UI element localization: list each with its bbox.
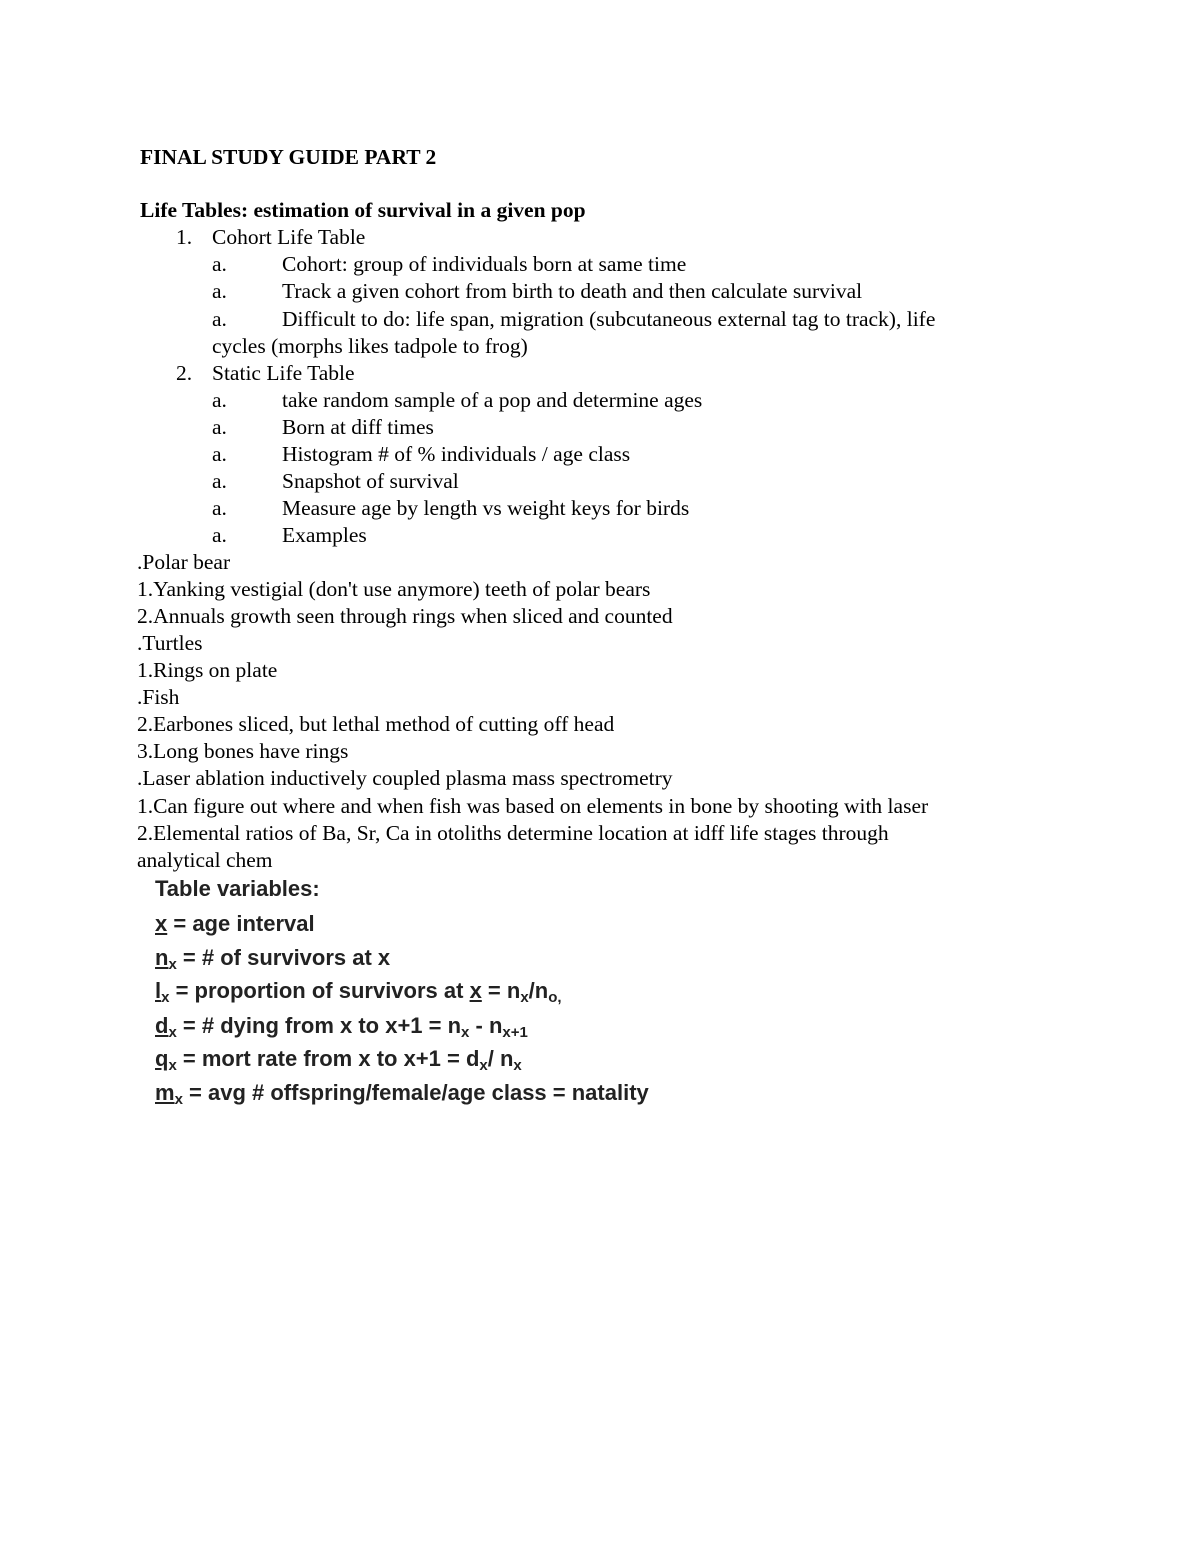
variable-subscript: x <box>168 1024 177 1041</box>
example-heading-polar-bear: .Polar bear <box>137 550 231 574</box>
example-line-continuation: analytical chem <box>137 848 273 872</box>
list-marker: a. <box>212 469 227 493</box>
formula-subscript: o, <box>548 989 562 1006</box>
list-item <box>212 468 459 495</box>
variable-symbol: x <box>155 911 168 936</box>
example-line: 1.Yanking vestigial (don't use anymore) teeth of polar bears <box>137 577 651 601</box>
list-item <box>212 441 630 468</box>
variable-definition: = # dying from x to x+1 = n <box>176 1013 462 1038</box>
list-number: 1. <box>176 225 193 249</box>
variable-definition: = proportion of survivors at <box>169 978 470 1003</box>
example-line: 2.Earbones sliced, but lethal method of cutting off head <box>137 712 615 736</box>
variable-subscript: x <box>174 1091 183 1108</box>
variable-symbol-letter: n <box>155 945 169 970</box>
list-item <box>212 495 689 522</box>
list-marker: a. <box>212 279 227 303</box>
variable-symbol <box>155 1013 177 1041</box>
list-marker: a. <box>212 496 227 520</box>
list-item-text: Difficult to do: life span, migration (subcutaneous external tag to track), life <box>282 307 936 331</box>
list-marker: a. <box>212 442 227 466</box>
example-heading-laser-ablation: .Laser ablation inductively coupled plasma mass spectrometry <box>137 766 673 790</box>
list-item-text: Examples <box>282 523 367 547</box>
variables-heading: Table variables: <box>155 876 320 901</box>
list-item-label: Cohort Life Table <box>212 225 366 249</box>
list-item-text: Cohort: group of individuals born at same time <box>282 252 687 276</box>
variable-mx <box>155 1080 649 1106</box>
formula-subscript: x <box>479 1057 488 1074</box>
variable-symbol <box>155 945 177 973</box>
variable-symbol <box>155 978 170 1006</box>
variable-symbol-letter: l <box>155 978 162 1003</box>
variable-nx <box>155 945 390 971</box>
list-marker: a. <box>212 415 227 439</box>
example-line: 1.Rings on plate <box>137 658 278 682</box>
list-marker: a. <box>212 252 227 276</box>
formula-part: / n <box>487 1046 514 1071</box>
formula-part: = n <box>481 978 521 1003</box>
example-heading-turtles: .Turtles <box>137 631 203 655</box>
variable-symbol <box>155 1046 177 1074</box>
variable-definition: = age interval <box>167 911 315 936</box>
variable-symbol-letter: d <box>155 1013 169 1038</box>
example-line: 1.Can figure out where and when fish was based on elements in bone by shooting with laser <box>137 794 929 818</box>
formula-part: /n <box>528 978 549 1003</box>
variable-symbol-letter: q <box>155 1046 169 1071</box>
formula-part: - n <box>469 1013 503 1038</box>
list-item-cohort <box>176 224 365 251</box>
list-item <box>212 387 702 414</box>
list-item-continuation: cycles (morphs likes tadpole to frog) <box>212 334 528 358</box>
list-item-text: Histogram # of % individuals / age class <box>282 442 631 466</box>
list-item <box>212 414 434 441</box>
example-line: 3.Long bones have rings <box>137 739 349 763</box>
variable-symbol-inline: x <box>469 978 482 1003</box>
list-item-text: Measure age by length vs weight keys for birds <box>282 496 690 520</box>
variable-subscript: x <box>168 956 177 973</box>
list-item-text: Track a given cohort from birth to death and then calculate survival <box>282 279 863 303</box>
variable-dx <box>155 1013 528 1039</box>
list-item-static <box>176 360 355 387</box>
example-line: 2.Elemental ratios of Ba, Sr, Ca in otoliths determine location at idff life stages through <box>137 821 889 845</box>
formula-subscript: x+1 <box>502 1024 528 1041</box>
list-marker: a. <box>212 307 227 331</box>
list-item-text: Born at diff times <box>282 415 434 439</box>
list-item-text: Snapshot of survival <box>282 469 459 493</box>
list-item <box>212 278 862 305</box>
list-marker: a. <box>212 388 227 412</box>
variable-definition: = mort rate from x to x+1 = d <box>176 1046 480 1071</box>
variable-definition: = avg # offspring/female/age class = natality <box>182 1080 649 1105</box>
list-marker: a. <box>212 523 227 547</box>
formula-subscript: x <box>513 1057 522 1074</box>
example-line: 2.Annuals growth seen through rings when sliced and counted <box>137 604 673 628</box>
variable-subscript: x <box>168 1057 177 1074</box>
variable-qx <box>155 1046 522 1072</box>
variable-symbol-letter: m <box>155 1080 175 1105</box>
list-item <box>212 522 367 549</box>
section-heading: Life Tables: estimation of survival in a given pop <box>140 198 586 222</box>
list-number: 2. <box>176 361 193 385</box>
list-item <box>212 251 686 278</box>
list-item <box>212 306 935 333</box>
variable-x <box>155 911 315 937</box>
list-item-label: Static Life Table <box>212 361 355 385</box>
variable-lx <box>155 978 562 1004</box>
page-title: FINAL STUDY GUIDE PART 2 <box>140 145 437 169</box>
formula-subscript: x <box>520 989 529 1006</box>
variable-subscript: x <box>161 989 170 1006</box>
formula-subscript: x <box>461 1024 470 1041</box>
list-item-text: take random sample of a pop and determine ages <box>282 388 703 412</box>
variable-definition: = # of survivors at x <box>176 945 391 970</box>
example-heading-fish: .Fish <box>137 685 180 709</box>
variable-symbol <box>155 1080 183 1108</box>
